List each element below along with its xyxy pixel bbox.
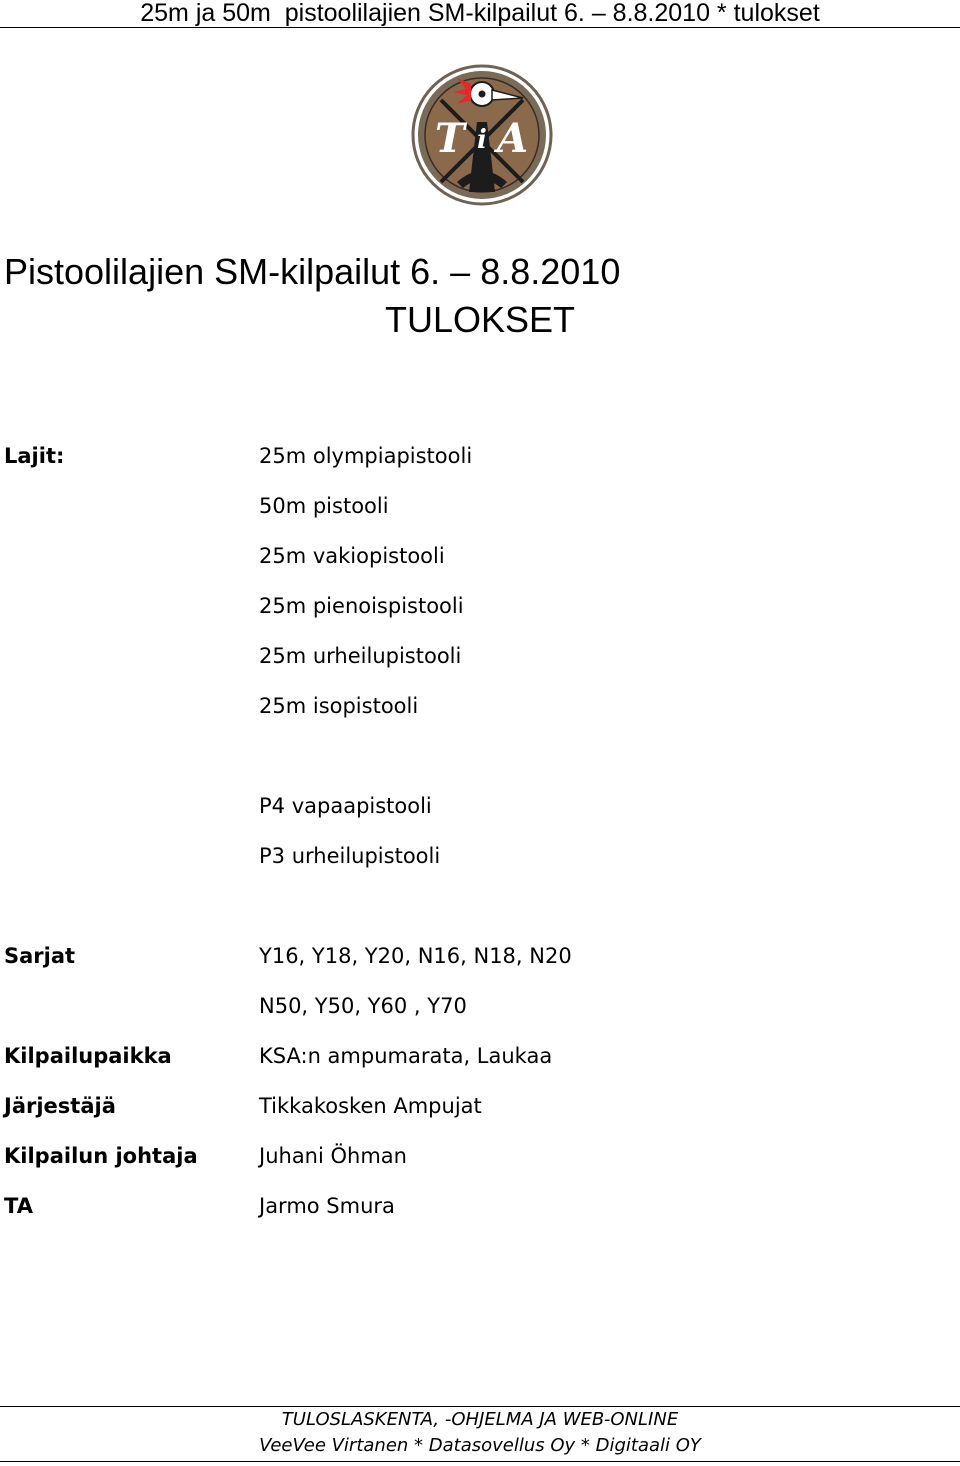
laji-item: 25m olympiapistooli: [259, 444, 473, 468]
laji-extra-item: P3 urheilupistooli: [259, 844, 441, 868]
document-subtitle: TULOKSET: [384, 299, 576, 340]
johtaja-label: Kilpailun johtaja: [4, 1144, 198, 1168]
footer-divider-bottom: [0, 1461, 960, 1462]
johtaja-value: Juhani Öhman: [259, 1144, 407, 1168]
lajit-label: Lajit:: [4, 444, 65, 468]
footer-line-1: TULOSLASKENTA, -OHJELMA JA WEB-ONLINE: [281, 1409, 679, 1430]
laji-item: 25m pienoispistooli: [259, 594, 464, 618]
club-logo-icon: [411, 64, 553, 206]
sarjat-value: N50, Y50, Y60 , Y70: [259, 994, 467, 1018]
laji-item: 25m isopistooli: [259, 694, 419, 718]
ta-value: Jarmo Smura: [259, 1194, 395, 1218]
document-title: Pistoolilajien SM-kilpailut 6. – 8.8.2010: [4, 251, 621, 292]
kilpailupaikka-value: KSA:n ampumarata, Laukaa: [259, 1044, 553, 1068]
kilpailupaikka-label: Kilpailupaikka: [4, 1044, 172, 1068]
footer-line-2: VeeVee Virtanen * Datasovellus Oy * Digitaali OY: [259, 1435, 701, 1456]
club-logo: [411, 64, 553, 206]
laji-item: 25m urheilupistooli: [259, 644, 462, 668]
footer-divider-top: [0, 1406, 960, 1407]
page-header: 25m ja 50m pistoolilajien SM-kilpailut 6. – 8.8.2010 * tulokset: [0, 0, 960, 28]
svg-text:A: A: [497, 115, 529, 162]
sarjat-value: Y16, Y18, Y20, N16, N18, N20: [259, 944, 572, 968]
ta-label: TA: [4, 1194, 33, 1218]
jarjestaja-value: Tikkakosken Ampujat: [259, 1094, 482, 1118]
laji-item: 25m vakiopistooli: [259, 544, 445, 568]
jarjestaja-label: Järjestäjä: [4, 1094, 116, 1118]
laji-extra-item: P4 vapaapistooli: [259, 794, 432, 818]
laji-item: 50m pistooli: [259, 494, 389, 518]
sarjat-label: Sarjat: [4, 944, 76, 968]
svg-text:T: T: [435, 115, 465, 162]
svg-text:i: i: [477, 125, 487, 155]
